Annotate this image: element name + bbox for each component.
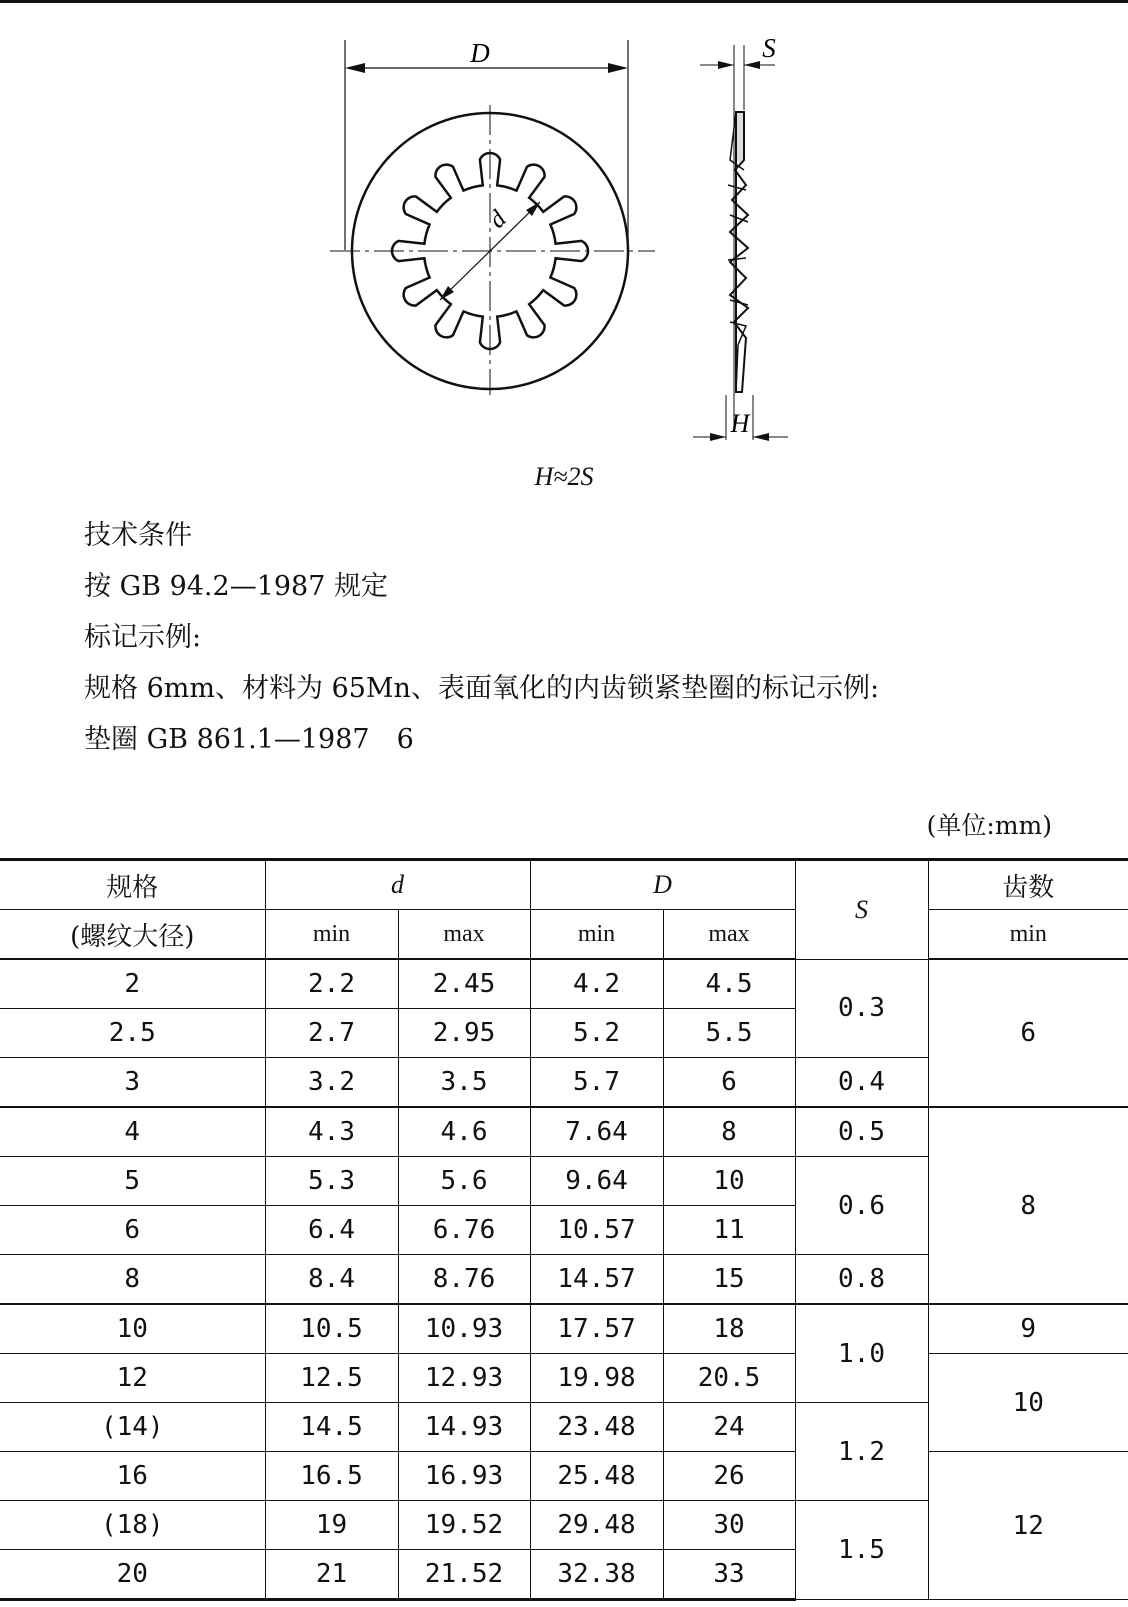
label-D: D [470, 38, 490, 68]
cell-teeth: 12 [928, 1452, 1128, 1600]
header-D-min: min [530, 910, 663, 960]
cell-D-max: 6 [663, 1058, 795, 1108]
header-spec-line1: 规格 [0, 860, 265, 910]
cell-D-max: 4.5 [663, 959, 795, 1009]
header-d-max: max [398, 910, 530, 960]
cell-D-min: 19.98 [530, 1354, 663, 1403]
cell-D-min: 9.64 [530, 1157, 663, 1206]
label-S: S [762, 33, 776, 63]
cell-D-max: 11 [663, 1206, 795, 1255]
cell-d-min: 2.2 [265, 959, 398, 1009]
cell-spec: 6 [0, 1206, 265, 1255]
cell-D-min: 4.2 [530, 959, 663, 1009]
cell-D-min: 5.7 [530, 1058, 663, 1108]
cell-D-max: 18 [663, 1304, 795, 1354]
cell-S: 0.3 [795, 959, 928, 1058]
cell-d-min: 5.3 [265, 1157, 398, 1206]
cell-D-min: 32.38 [530, 1550, 663, 1600]
cell-d-min: 6.4 [265, 1206, 398, 1255]
cell-D-min: 7.64 [530, 1107, 663, 1157]
cell-d-min: 8.4 [265, 1255, 398, 1305]
cell-spec: (14) [0, 1403, 265, 1452]
cell-D-max: 10 [663, 1157, 795, 1206]
cell-d-max: 3.5 [398, 1058, 530, 1108]
mark-example: 垫圈 GB 861.1—1987 6 [84, 724, 414, 755]
cell-spec: 3 [0, 1058, 265, 1108]
cell-spec: 10 [0, 1304, 265, 1354]
cell-D-min: 5.2 [530, 1009, 663, 1058]
cell-D-min: 29.48 [530, 1501, 663, 1550]
mark-heading: 标记示例: [84, 622, 202, 653]
cell-D-max: 8 [663, 1107, 795, 1157]
table-row [0, 1452, 1128, 1501]
cell-S: 1.5 [795, 1501, 928, 1600]
label-H: H [730, 409, 750, 438]
header-teeth-line2: min [928, 910, 1128, 960]
tech-heading: 技术条件 [84, 520, 192, 551]
cell-D-max: 24 [663, 1403, 795, 1452]
cell-spec: 2 [0, 959, 265, 1009]
header-teeth-line1: 齿数 [928, 860, 1128, 910]
header-spec-line2: (螺纹大径) [0, 910, 265, 960]
cell-D-max: 33 [663, 1550, 795, 1600]
cell-d-max: 21.52 [398, 1550, 530, 1600]
cell-d-max: 6.76 [398, 1206, 530, 1255]
cell-S: 0.4 [795, 1058, 928, 1108]
cell-d-max: 19.52 [398, 1501, 530, 1550]
cell-teeth: 10 [928, 1354, 1128, 1452]
cell-teeth: 6 [928, 959, 1128, 1107]
header-d: d [265, 860, 530, 910]
cell-d-min: 2.7 [265, 1009, 398, 1058]
cell-D-min: 17.57 [530, 1304, 663, 1354]
mark-description: 规格 6mm、材料为 65Mn、表面氧化的内齿锁紧垫圈的标记示例: [84, 673, 880, 704]
cell-D-max: 26 [663, 1452, 795, 1501]
cell-S: 1.0 [795, 1304, 928, 1403]
table-row [0, 1107, 1128, 1157]
cell-D-max: 5.5 [663, 1009, 795, 1058]
cell-D-max: 30 [663, 1501, 795, 1550]
cell-teeth: 8 [928, 1107, 1128, 1304]
cell-spec: 8 [0, 1255, 265, 1305]
cell-d-min: 10.5 [265, 1304, 398, 1354]
cell-d-min: 16.5 [265, 1452, 398, 1501]
cell-d-min: 19 [265, 1501, 398, 1550]
cell-d-max: 14.93 [398, 1403, 530, 1452]
table-row [0, 1354, 1128, 1403]
cell-spec: 16 [0, 1452, 265, 1501]
table-row [0, 1304, 1128, 1354]
header-D-max: max [663, 910, 795, 960]
cell-S: 1.2 [795, 1403, 928, 1501]
cell-spec: 12 [0, 1354, 265, 1403]
cell-S: 0.8 [795, 1255, 928, 1305]
cell-spec: 2.5 [0, 1009, 265, 1058]
cell-d-max: 16.93 [398, 1452, 530, 1501]
header-D: D [530, 860, 795, 910]
washer-drawing [0, 0, 1128, 460]
header-S: S [795, 860, 928, 960]
cell-spec: 20 [0, 1550, 265, 1600]
cell-S: 0.6 [795, 1157, 928, 1255]
technical-conditions [84, 510, 879, 765]
cell-d-min: 14.5 [265, 1403, 398, 1452]
spec-table [0, 858, 1128, 1601]
unit-note: (单位:mm) [926, 811, 1052, 840]
cell-d-min: 12.5 [265, 1354, 398, 1403]
cell-d-max: 2.45 [398, 959, 530, 1009]
cell-D-min: 25.48 [530, 1452, 663, 1501]
cell-spec: (18) [0, 1501, 265, 1550]
header-d-min: min [265, 910, 398, 960]
cell-d-max: 12.93 [398, 1354, 530, 1403]
side-view [693, 45, 788, 441]
cell-teeth: 9 [928, 1304, 1128, 1354]
cell-D-min: 14.57 [530, 1255, 663, 1305]
cell-d-min: 21 [265, 1550, 398, 1600]
cell-d-min: 3.2 [265, 1058, 398, 1108]
cell-D-min: 23.48 [530, 1403, 663, 1452]
cell-spec: 5 [0, 1157, 265, 1206]
cell-D-max: 20.5 [663, 1354, 795, 1403]
label-d: d [483, 205, 512, 234]
cell-S: 0.5 [795, 1107, 928, 1157]
cell-d-max: 2.95 [398, 1009, 530, 1058]
cell-d-max: 10.93 [398, 1304, 530, 1354]
cell-D-min: 10.57 [530, 1206, 663, 1255]
cell-d-max: 8.76 [398, 1255, 530, 1305]
tech-standard: 按 GB 94.2—1987 规定 [84, 571, 388, 602]
formula-h-approx-2s: H≈2S [534, 462, 594, 491]
cell-d-max: 5.6 [398, 1157, 530, 1206]
cell-d-max: 4.6 [398, 1107, 530, 1157]
cell-D-max: 15 [663, 1255, 795, 1305]
cell-spec: 4 [0, 1107, 265, 1157]
table-row [0, 959, 1128, 1009]
cell-d-min: 4.3 [265, 1107, 398, 1157]
